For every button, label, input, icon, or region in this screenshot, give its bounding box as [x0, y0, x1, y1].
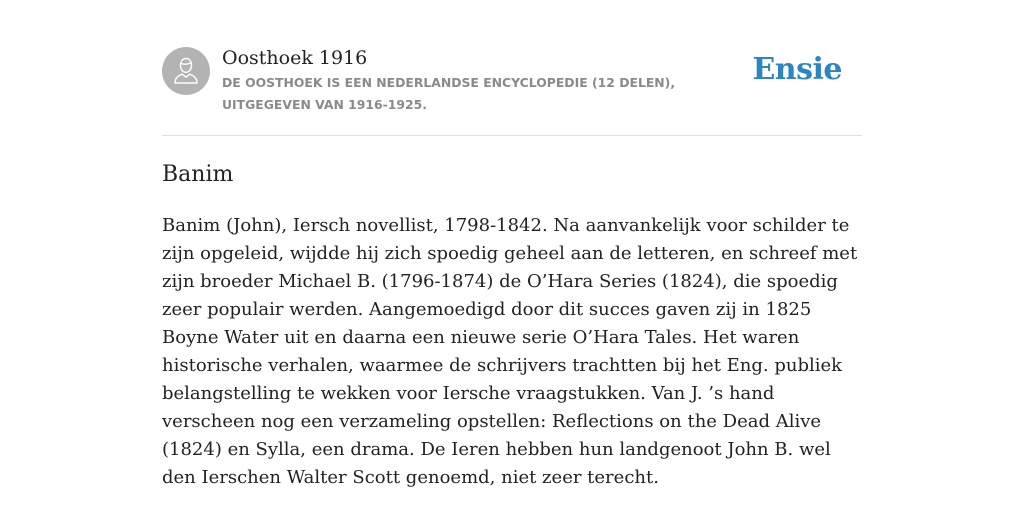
entry-title: Banim	[162, 162, 234, 187]
source-description: DE OOSTHOEK IS EEN NEDERLANDSE ENCYCLOPEDIE (12 DELEN), UITGEGEVEN VAN 1916-1925.	[222, 75, 676, 112]
source-header	[162, 46, 862, 136]
source-title[interactable]: Oosthoek 1916	[222, 47, 368, 69]
divider	[162, 135, 862, 136]
entry-body: Banim (John), Iersch novellist, 1798-1842. Na aanvankelijk voor schilder te zijn opgeleid, wijdde hij zich spoedig geheel aan de letteren, en schreef met zijn broeder Michael B. (1796-1874) de O’Hara Series (1824), die spoedig zeer populair werden. Aangemoedigd door dit succes gaven zij in 1825 Boyne Water uit en daarna een nieuwe serie O’Hara Tales. Het waren historische verhalen, waarmee de schrijvers trachtten bij het Eng. publiek belangstelling te wekken voor Iersche vraagstukken. Van J. ’s hand verscheen nog een verzameling opstellen: Reflections on the Dead Alive (1824) en Sylla, een drama. De Ieren hebben hun landgenoot John B. wel den Ierschen Walter Scott genoemd, niet zeer terecht.	[162, 215, 858, 488]
user-icon[interactable]	[162, 47, 210, 95]
ensie-logo[interactable]: Ensie	[752, 52, 842, 87]
